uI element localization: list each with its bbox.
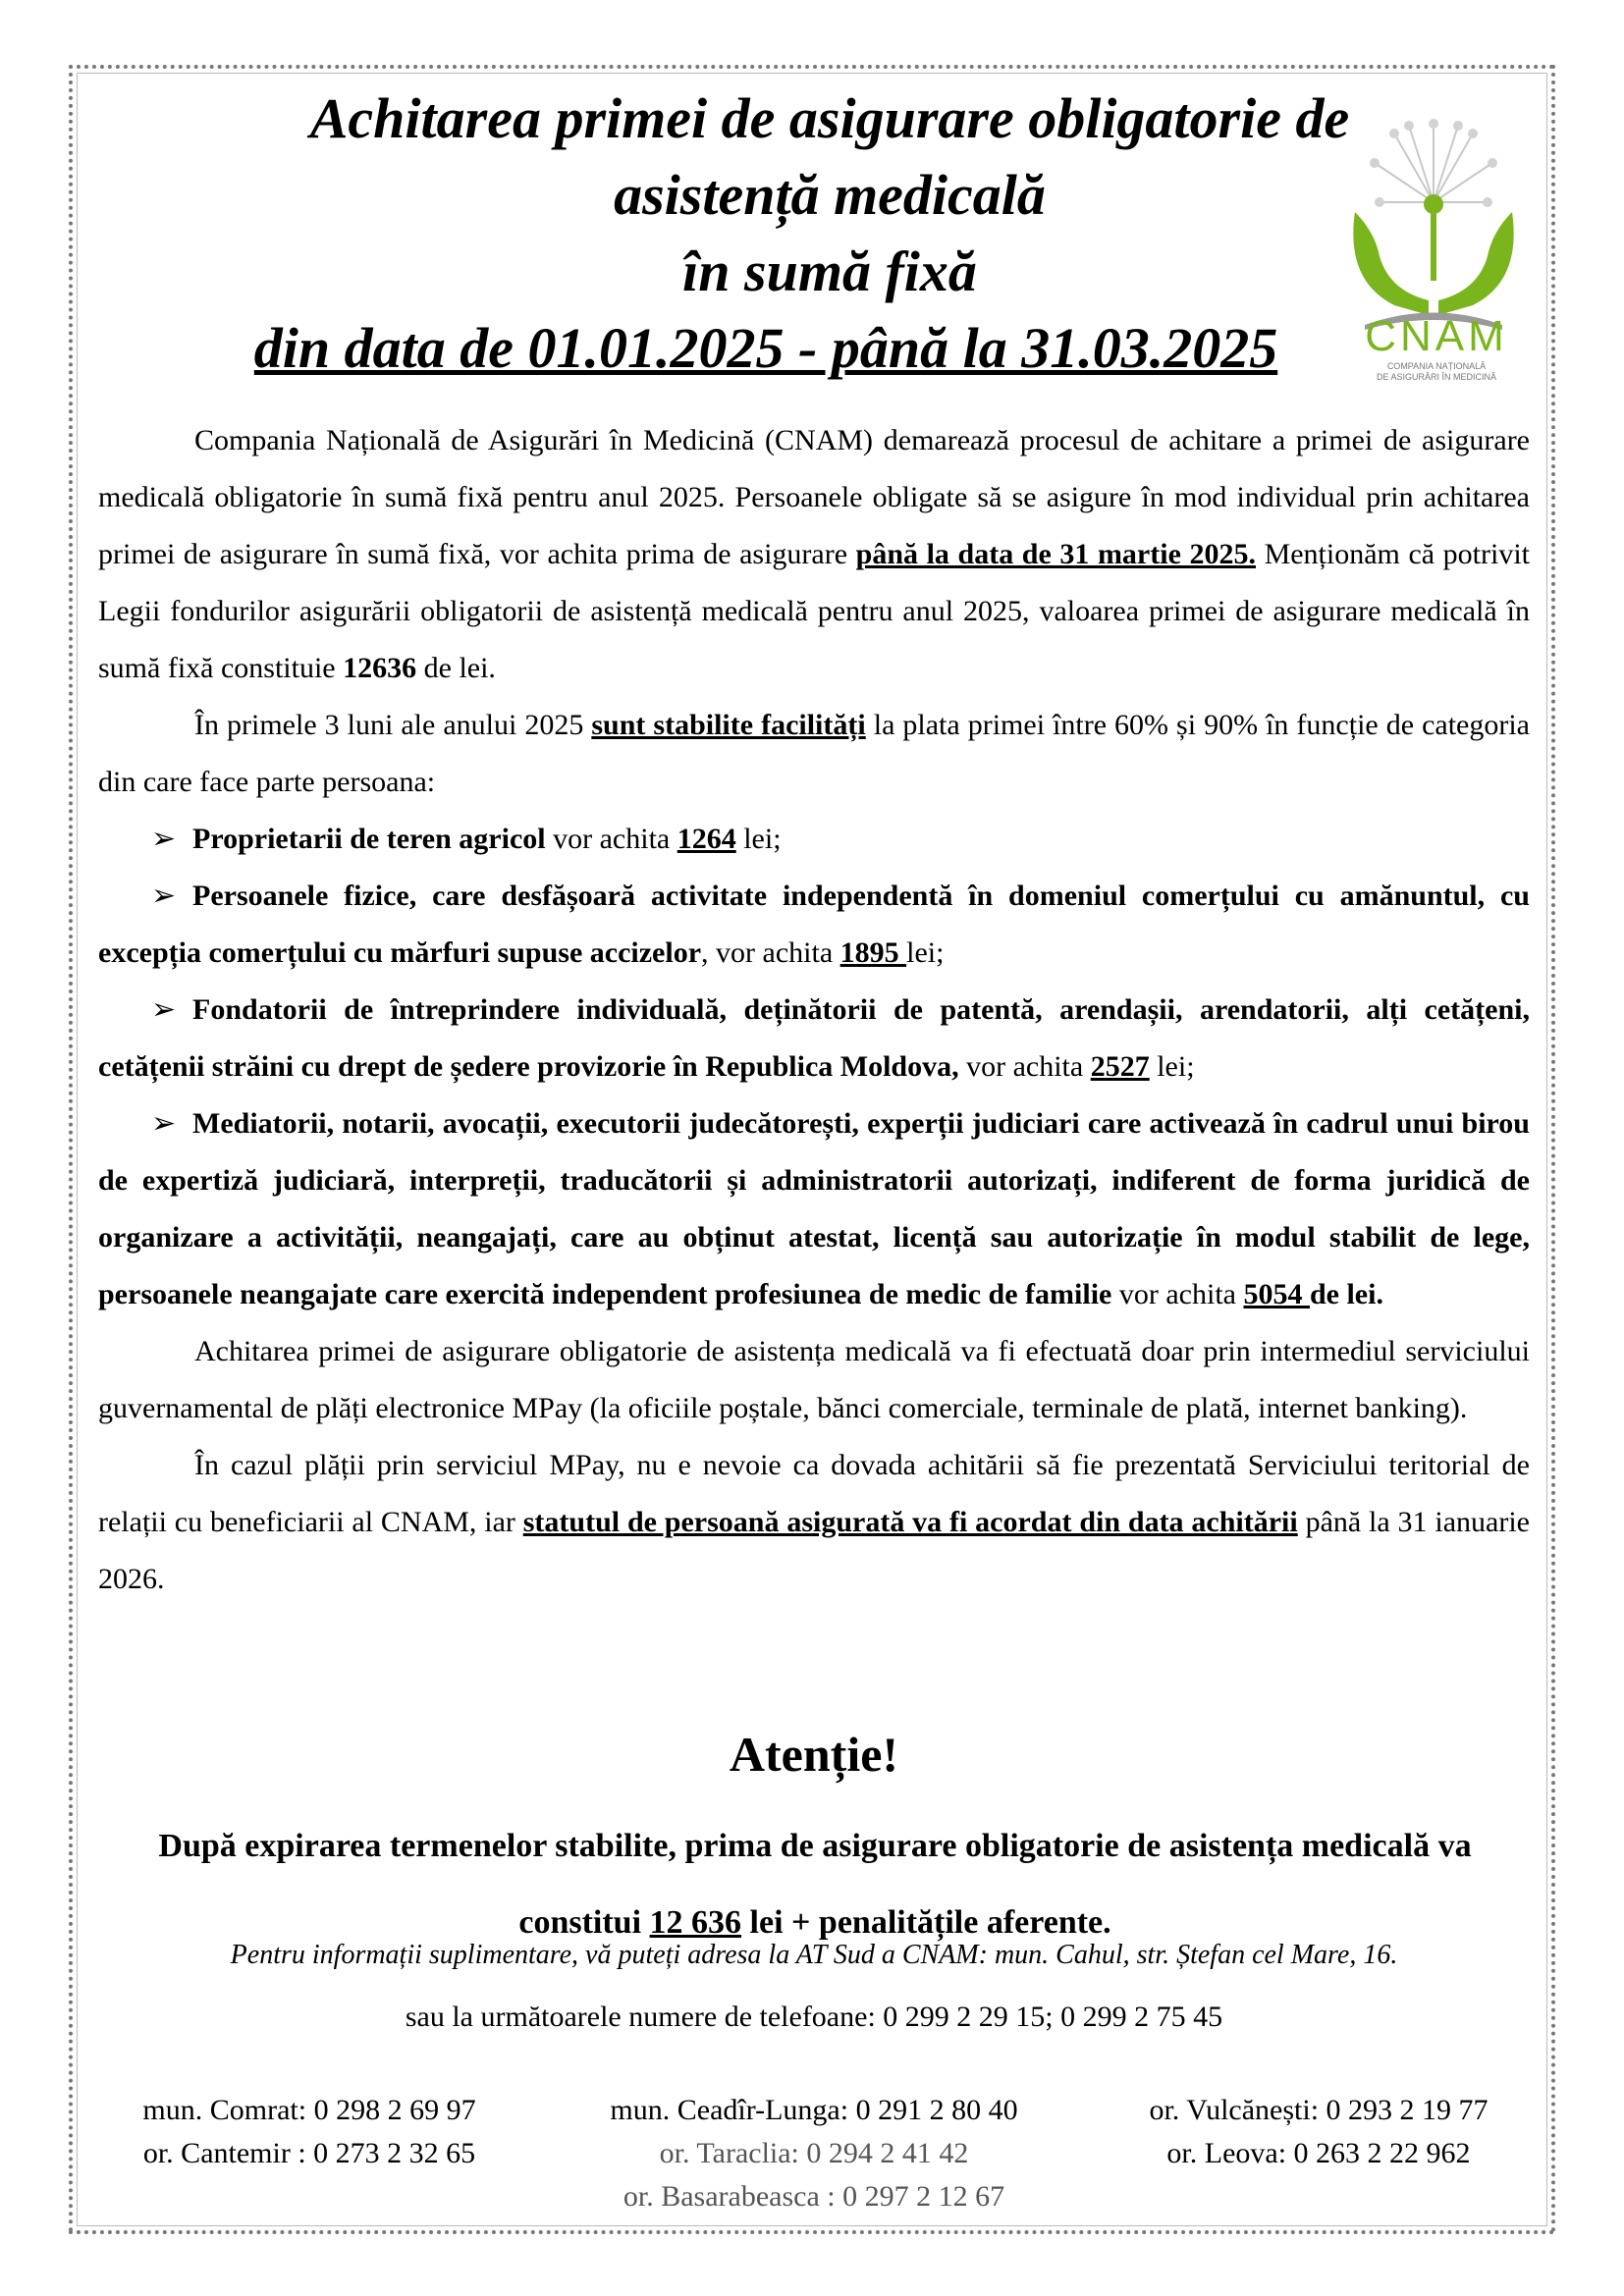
arrow-bullet-icon: ➢ [151,993,177,1026]
title-line-1: Achitarea primei de asigurare obligatorie de [309,86,1350,150]
p1-text-2: Menționăm că potrivit Legii fondurilor asigurării obligatorii de asistență medicală pentru anul 2025, valoarea primei de asigurare medicală în sumă fixă constituie [98,538,1531,684]
contact-leova: or. Leova: 0 263 2 22 962 [1166,2137,1471,2169]
title-line-3: în sumă fixă [682,240,977,303]
bullet-amount: 2527 [1090,1050,1150,1083]
bullet-amount: 1895 [839,936,907,969]
contact-cantemir: or. Cantemir : 0 273 2 32 65 [142,2137,476,2169]
info-text: Pentru informații suplimentare, vă puteți adresa la AT Sud a CNAM: mun. Cahul, str. Ștefan cel Mare, 16. [230,1940,1398,1970]
paragraph-1 [98,412,1530,697]
p1-text-3: de lei. [416,652,496,684]
bullet-pre: vor achita [958,1050,1091,1083]
bullet-pre: , vor achita [701,936,840,969]
paragraph-4 [98,1437,1530,1608]
insured-status-text: statutul de persoană asigurată va fi acordat din data achitării [522,1506,1298,1538]
page-title [137,80,1522,387]
bullet-post: lei; [735,823,782,855]
contacts-grid [98,2089,1530,2218]
logo-subtext-1: COMPANIA NAȚIONALĂ [1386,361,1487,371]
warning-text-2: lei + penalitățile aferente. [741,1904,1111,1941]
paragraph-3: Achitarea primei de asigurare obligatorie de asistența medicală va fi efectuată doar prin intermediul serviciului guvernamental de plăți electronice MPay (la oficiile poștale, bănci comerciale, terminale de plată, internet banking). [98,1335,1530,1424]
p4-text-2: până la 31 ianuarie 2026. [98,1506,1530,1595]
facilities-text: sunt stabilite facilități [591,709,866,741]
contact-basarabeasca: or. Basarabeasca : 0 297 2 12 67 [623,2180,1005,2213]
paragraph-2 [98,697,1530,811]
p4-text-1: În cazul plății prin serviciul MPay, nu e nevoie ca dovada achitării să fie prezentată Serviciului teritorial de relații cu beneficiarii al CNAM, iar [98,1449,1530,1538]
contacts-row [98,2132,1530,2175]
fixed-amount: 12636 [343,652,417,684]
logo-subtext [1343,361,1530,383]
bullet-item [98,982,1530,1095]
warning-amount: 12 636 [649,1904,742,1941]
bullet-category: Proprietarii de teren agricol [192,823,546,855]
bullet-post: lei; [906,936,945,969]
bullet-item [98,868,1530,982]
bullet-amount: 1264 [677,823,736,855]
p2-text-1: În primele 3 luni ale anului 2025 [194,709,592,741]
contacts-row [98,2089,1530,2132]
bullet-category: Fondatorii de întreprindere individuală, deținătorii de patentă, arendașii, arendatorii, alți cetățeni, cetățenii străini cu drept de ședere provizorie în Republica Moldova, [98,993,1530,1083]
contact-vulcanesti: or. Vulcănești: 0 293 2 19 77 [1149,2094,1489,2126]
logo-text: CNAM [1365,312,1508,360]
warning-text [137,1808,1492,1961]
contact-comrat: mun. Comrat: 0 298 2 69 97 [142,2094,476,2126]
bullet-item [98,1095,1530,1323]
deadline-text: până la data de 31 martie 2025. [855,538,1256,570]
arrow-bullet-icon: ➢ [151,823,177,855]
title-line-4-dates: din data de 01.01.2025 - până la 31.03.2025 [253,316,1278,380]
contact-taraclia: or. Taraclia: 0 294 2 41 42 [659,2137,969,2169]
bullet-post: lei; [1149,1050,1195,1083]
p2-text-2: la plata primei între 60% și 90% în funcție de categoria din care face parte persoana: [98,709,1530,798]
bullet-amount: 5054 [1243,1278,1310,1310]
cnam-logo [1335,94,1532,389]
bullet-pre: vor achita [1111,1278,1244,1310]
phone-numbers: sau la următoarele numere de telefoane: 0 299 2 29 15; 0 299 2 75 45 [405,2001,1223,2033]
p1-text-1: Compania Națională de Asigurări în Medicină (CNAM) demarează procesul de achitare a primei de asigurare medicală obligatorie în sumă fixă pentru anul 2025. Persoanele obligate să se asigure în mod individual prin achitarea primei de asigurare în sumă fixă, vor achita prima de asigurare [98,424,1530,570]
bullet-item [98,811,1530,868]
attention-heading: Atenție! [729,1727,899,1782]
title-line-2: asistență medicală [614,163,1046,227]
bullet-post: de lei. [1309,1278,1383,1310]
arrow-bullet-icon: ➢ [151,1107,177,1140]
bullet-category: Mediatorii, notarii, avocații, executorii judecătorești, experții judiciari care activează în cadrul unui birou de expertiză judiciară, interpreții, traducătorii și administratorii autorizați, indiferent de forma juridică de organizare a activității, neangajați, care au obținut atestat, licență sau autorizație în modul stabilit de lege, persoanele neangajate care exercită independent profesiunea de medic de familie [98,1107,1530,1310]
bullet-pre: vor achita [545,823,677,855]
contact-ceadir-lunga: mun. Ceadîr-Lunga: 0 291 2 80 40 [610,2094,1018,2126]
bullet-category: Persoanele fizice, care desfășoară activitate independentă în domeniul comerțului cu amănuntul, cu excepția comerțului cu mărfuri supuse accizelor [98,880,1530,969]
warning-text-1: După expirarea termenelor stabilite, prima de asigurare obligatorie de asistența medicală va constitui [158,1828,1472,1941]
arrow-bullet-icon: ➢ [151,880,177,912]
body-text [98,412,1530,1608]
logo-subtext-2: DE ASIGURĂRI ÎN MEDICINĂ [1376,372,1497,382]
